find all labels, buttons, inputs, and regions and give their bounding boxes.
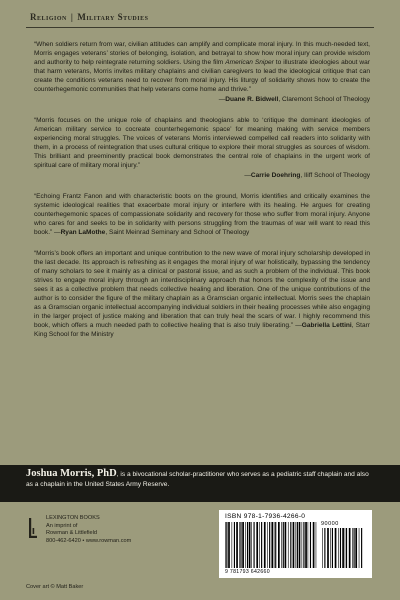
quote-text: “Morris focuses on the unique role of chaplains and theologians able to ‘critique the dominant ideologies of American military service to cocreate counterhegemonic space’ for meaning making with service members experiencing moral struggles. The voices of veterans Morris interviewed compelled call readers into solidarity with them, in a process of reintegration that uses cultural critique to explore their moral struggles as sources of wisdom. This brilliant and preeminently practical book demonstrates the central role of chaplains in the urgent work of spiritual care of military moral injury.”	[34, 117, 370, 169]
author-name: Joshua Morris, PhD	[26, 468, 117, 479]
endorser-affiliation: , Iliff School of Theology	[300, 172, 370, 179]
barcode-digits: 9 781793 642660	[225, 569, 270, 575]
quote-attribution	[34, 95, 370, 104]
publisher-block	[26, 515, 131, 545]
endorsement-quote	[34, 192, 370, 237]
publisher-line: An imprint of	[46, 522, 78, 529]
ean-barcode	[225, 522, 317, 570]
endorsement-quote	[34, 40, 370, 104]
author-bio-text: , is a bivocational scholar-practitioner who serves as a pediatric staff chaplain and also as a chaplain in the United States Army Reserve.	[26, 471, 369, 488]
category-religion: Religion	[30, 12, 67, 22]
quote-attribution	[34, 171, 370, 180]
isbn-label: ISBN 978-1-7936-4266-0	[225, 513, 306, 520]
publisher-info	[46, 515, 131, 545]
header-rule	[26, 27, 374, 28]
endorsements	[34, 40, 370, 351]
attribution-dash: —	[295, 322, 302, 329]
endorser-name: Duane R. Bidwell	[225, 96, 279, 103]
category-separator: |	[70, 12, 74, 22]
endorser-name: Ryan LaMothe	[60, 229, 106, 236]
quote-attribution	[52, 229, 249, 236]
category-military-studies: Military Studies	[77, 12, 149, 22]
addon-barcode	[322, 528, 364, 570]
attribution-dash: —	[244, 172, 251, 179]
publisher-line: 800-462-6420 • www.rowman.com	[46, 537, 132, 544]
quote-text: “When soldiers return from war, civilian attitudes can amplify and complicate moral injury. In this much-needed text, Morris engages veterans’ stories of belonging, isolation, and betrayal to show how moral injury can provide wisdom and authority to help reintegrate returning soldiers. Using the film	[34, 41, 370, 66]
publisher-line: LEXINGTON BOOKS	[46, 515, 100, 521]
endorser-affiliation: , Saint Meinrad Seminary and School of Theology	[105, 229, 250, 236]
category-label	[30, 12, 148, 22]
barcode-box	[219, 510, 372, 578]
endorser-name: Carrie Doehring	[250, 172, 301, 179]
endorsement-quote	[34, 116, 370, 180]
author-bio	[0, 465, 400, 502]
publisher-line: Rowman & Littlefield	[46, 530, 97, 536]
attribution-dash: —	[54, 229, 61, 236]
lexington-books-logo-icon	[26, 515, 39, 543]
quote-title: American Sniper	[225, 59, 274, 66]
endorser-affiliation: , Starr King School for the Ministry	[34, 322, 370, 338]
price-code: 90000	[321, 521, 339, 527]
quote-text: “Echoing Frantz Fanon and with characteristic boots on the ground, Morris identifies and critically examines the systemic ideological realities that exacerbate moral injury or interfere with its healing. He argues for creating counterhegemonic spaces of compassionate solidarity and recovery for those who suffer from moral injury. Anyone who cares for and seeks to be in solidarity with persons struggling from the traumas of war will want to read this book.”	[34, 193, 370, 236]
endorser-affiliation: , Claremont School of Theology	[278, 96, 370, 103]
endorser-name: Gabriella Lettini	[301, 322, 352, 329]
attribution-dash: —	[218, 96, 226, 103]
cover-credit: Cover art © Matt Baker	[26, 584, 84, 590]
quote-text: “Morris’s book offers an important and unique contribution to the new wave of moral injury scholarship developed in the last decade. Its approach is refreshing as it engages the moral injury of war holistically, bypassing the tendency of many scholars to see it mainly as a clinical or pastoral issue, and as such a problem of the individual. This book strives to engage moral injury through an interdisciplinary approach that honors the complexity of the issue and sees it as a collective problem that needs collective healing and liberation. One of the unique contributions of the author is to consider the figure of the military chaplain as a Gramscian organic intellectual. Morris sees the chaplain as a Gramscian organic intellectual accompanying individual soldiers in their healing processes while also engaging in the larger project of justice making and liberation that can truly heal the scars of war. I highly recommend this book, which offers a much needed path to collective healing that is also truly liberating.”	[34, 250, 370, 329]
quote-text: to illustrate ideologies about war that harm veterans, Morris invites military chaplains and civilian caregivers to lead the ideological critique that can create the conditions veterans need to recover from moral injury. His liturgy of solidarity shows how to create the counterhegemonic communities that help veterans come home and thrive.”	[34, 59, 370, 93]
endorsement-quote	[34, 249, 370, 339]
